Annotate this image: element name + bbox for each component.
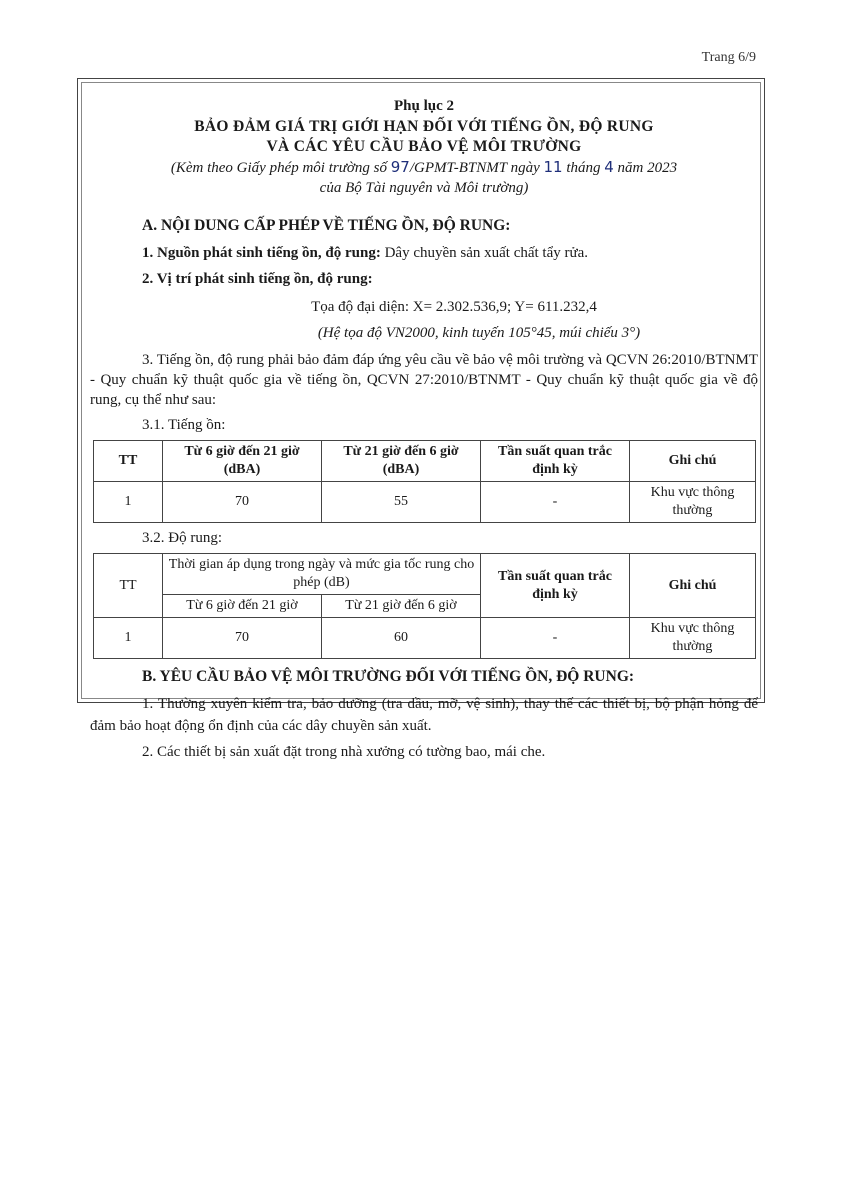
section-b-item1: 1. Thường xuyên kiểm tra, bảo dưỡng (tra dầu, mỡ, vệ sinh), thay thế các thiết bị, bộ phận hỏng để đảm bảo hoạt động ổn định của các dây chuyền sản xuất. — [90, 696, 758, 734]
noise-header-day: Từ 6 giờ đến 21 giờ (dBA) — [163, 441, 322, 482]
vibration-header-note: Ghi chú — [630, 554, 756, 618]
table-row — [94, 482, 756, 523]
noise-cell-note: Khu vực thông thường — [630, 482, 756, 523]
noise-title: 3.1. Tiếng ồn: — [142, 417, 226, 433]
noise-header-night: Từ 21 giờ đến 6 giờ (dBA) — [322, 441, 481, 482]
vibration-title: 3.2. Độ rung: — [142, 530, 222, 546]
vibration-table — [93, 553, 756, 659]
document-body — [90, 95, 758, 763]
noise-cell-day: 70 — [163, 482, 322, 523]
noise-table-header — [94, 441, 756, 482]
noise-cell-tt: 1 — [94, 482, 163, 523]
noise-cell-frequency: - — [481, 482, 630, 523]
section-a-item3: 3. Tiếng ồn, độ rung phải bảo đảm đáp ứng yêu cầu về bảo vệ môi trường và QCVN 26:2010/BTNMT - Quy chuẩn kỹ thuật quốc gia về tiếng ồn, QCVN 27:2010/BTNMT - Quy chuẩn kỹ thuật quốc gia về độ rung, cụ thể như sau: — [90, 352, 758, 408]
table-row — [94, 618, 756, 659]
noise-header-note: Ghi chú — [630, 441, 756, 482]
subtitle-mid2: tháng — [562, 160, 605, 176]
appendix-subtitle-line2: của Bộ Tài nguyên và Môi trường) — [319, 180, 529, 196]
vibration-cell-tt: 1 — [94, 618, 163, 659]
page-number: Trang 6/9 — [701, 50, 756, 65]
vibration-header-row1 — [94, 554, 756, 595]
vibration-cell-day: 70 — [163, 618, 322, 659]
coordinates: Tọa độ đại diện: X= 2.302.536,9; Y= 611.232,4 — [311, 299, 597, 315]
vibration-cell-note: Khu vực thông thường — [630, 618, 756, 659]
vibration-header-day: Từ 6 giờ đến 21 giờ — [163, 595, 322, 618]
permit-day: 11 — [543, 158, 563, 176]
vibration-header-night: Từ 21 giờ đến 6 giờ — [322, 595, 481, 618]
section-a-title: A. NỘI DUNG CẤP PHÉP VỀ TIẾNG ỒN, ĐỘ RUNG: — [142, 217, 511, 234]
coordinate-system: (Hệ tọa độ VN2000, kinh tuyến 105°45, múi chiếu 3°) — [317, 325, 641, 341]
vibration-header-group: Thời gian áp dụng trong ngày và mức gia tốc rung cho phép (dB) — [163, 554, 481, 595]
appendix-title-line2: VÀ CÁC YÊU CẦU BẢO VỆ MÔI TRƯỜNG — [266, 138, 582, 155]
appendix-title-line1: BẢO ĐẢM GIÁ TRỊ GIỚI HẠN ĐỐI VỚI TIẾNG ỒN, ĐỘ RUNG — [194, 118, 654, 135]
noise-cell-night: 55 — [322, 482, 481, 523]
noise-table — [93, 440, 756, 523]
section-a-item1 — [142, 242, 758, 264]
section-a-item2 — [142, 268, 758, 290]
item1-label: 1. Nguồn phát sinh tiếng ồn, độ rung: — [142, 245, 381, 261]
vibration-cell-night: 60 — [322, 618, 481, 659]
noise-header-frequency: Tần suất quan trắc định kỳ — [481, 441, 630, 482]
noise-header-tt: TT — [94, 441, 163, 482]
appendix-subtitle — [90, 157, 758, 178]
section-b-title: B. YÊU CẦU BẢO VỆ MÔI TRƯỜNG ĐỐI VỚI TIẾNG ỒN, ĐỘ RUNG: — [142, 668, 635, 685]
vibration-header-frequency: Tần suất quan trắc định kỳ — [481, 554, 630, 618]
subtitle-mid1: /GPMT-BTNMT ngày — [409, 160, 544, 176]
section-b-item2: 2. Các thiết bị sản xuất đặt trong nhà xưởng có tường bao, mái che. — [142, 744, 546, 760]
vibration-cell-frequency: - — [481, 618, 630, 659]
item2-label: 2. Vị trí phát sinh tiếng ồn, độ rung: — [142, 271, 373, 287]
permit-number: 97 — [390, 158, 410, 176]
vibration-header-tt: TT — [94, 554, 163, 618]
item1-text: Dây chuyền sản xuất chất tẩy rửa. — [380, 245, 589, 261]
subtitle-prefix: (Kèm theo Giấy phép môi trường số — [170, 160, 391, 176]
appendix-label: Phụ lục 2 — [393, 98, 454, 114]
permit-month: 4 — [604, 158, 614, 176]
subtitle-mid3: năm 2023 — [613, 160, 678, 176]
